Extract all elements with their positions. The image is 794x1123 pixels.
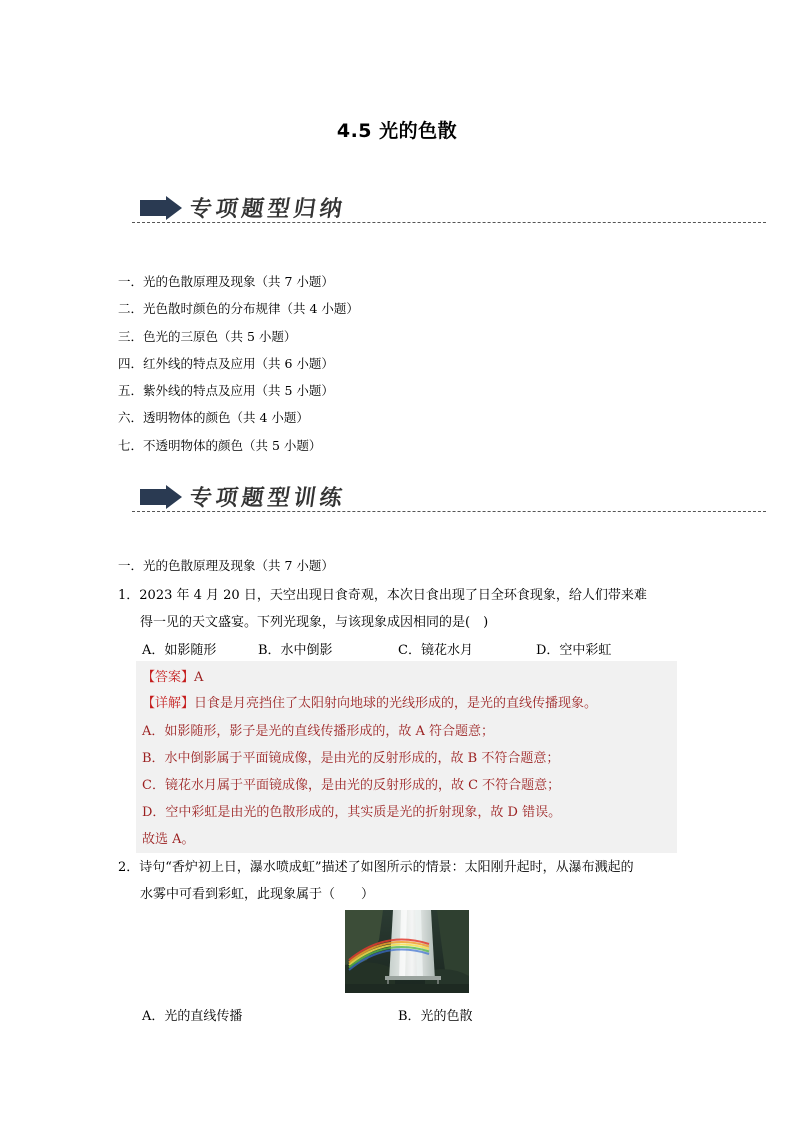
arrow-icon [140, 196, 182, 220]
banner-title: 专项题型归纳 [187, 196, 348, 222]
question-1-line-1: 1．2023 年 4 月 20 日，天空出现日食奇观，本次日食出现了日全环食现象，给人们带来难 [118, 588, 647, 603]
section-banner-training [132, 479, 766, 519]
waterfall-rainbow-image [345, 910, 469, 993]
question-2-option-b: B．光的色散 [398, 1009, 473, 1024]
toc-item: 四．红外线的特点及应用（共 6 小题） [118, 355, 334, 371]
toc-item: 二．光色散时颜色的分布规律（共 4 小题） [118, 301, 359, 317]
banner-divider [132, 222, 766, 223]
question-2-line-1: 2．诗句“香炉初上日，瀑水喷成虹”描述了如图所示的情景：太阳刚升起时，从瀑布溅起的 [118, 860, 634, 875]
answer-explanation-line: C．镜花水月属于平面镜成像，是由光的反射形成的，故 C 不符合题意； [142, 778, 561, 793]
toc-list [118, 272, 359, 463]
question-2-line-2: 水雾中可看到彩虹，此现象属于（ ） [140, 887, 375, 902]
question-1-option-c: C．镜花水月 [398, 643, 473, 658]
question-1-option-b: B．水中倒影 [258, 643, 333, 658]
arrow-icon [140, 485, 182, 509]
page-title: 4.5 光的色散 [336, 120, 458, 142]
toc-item: 五．紫外线的特点及应用（共 5 小题） [118, 383, 334, 399]
question-1-line-2: 得一见的天文盛宴。下列光现象，与该现象成因相同的是( ) [140, 615, 489, 630]
answer-explanation-line: A．如影随形，影子是光的直线传播形成的，故 A 符合题意； [142, 724, 495, 739]
detail-tag: 【详解】 [142, 696, 195, 711]
answer-explanation-line: D．空中彩虹是由光的色散形成的，其实质是光的折射现象，故 D 错误。 [142, 805, 562, 820]
answer-tag: 【答案】 [142, 670, 195, 685]
toc-item: 六．透明物体的颜色（共 4 小题） [118, 410, 309, 426]
toc-item: 三．色光的三原色（共 5 小题） [118, 328, 297, 344]
answer-conclusion: 故选 A。 [142, 832, 195, 847]
question-2-option-a: A．光的直线传播 [142, 1009, 243, 1024]
question-1-option-a: A．如影随形 [142, 643, 217, 658]
banner-divider [132, 511, 766, 512]
section-heading: 一．光的色散原理及现象（共 7 小题） [118, 558, 334, 573]
detail-line [142, 692, 597, 711]
answer-value: A [194, 670, 204, 685]
banner-title: 专项题型训练 [187, 485, 348, 511]
detail-text: 日食是月亮挡住了太阳射向地球的光线形成的，是光的直线传播现象。 [194, 696, 598, 711]
toc-item: 七．不透明物体的颜色（共 5 小题） [118, 437, 322, 453]
answer-explanation-line: B．水中倒影属于平面镜成像，是由光的反射形成的，故 B 不符合题意； [142, 751, 560, 766]
question-1-option-d: D．空中彩虹 [536, 643, 612, 658]
toc-item: 一．光的色散原理及现象（共 7 小题） [118, 274, 334, 289]
answer-line [142, 666, 203, 685]
section-banner-summary [132, 190, 766, 230]
